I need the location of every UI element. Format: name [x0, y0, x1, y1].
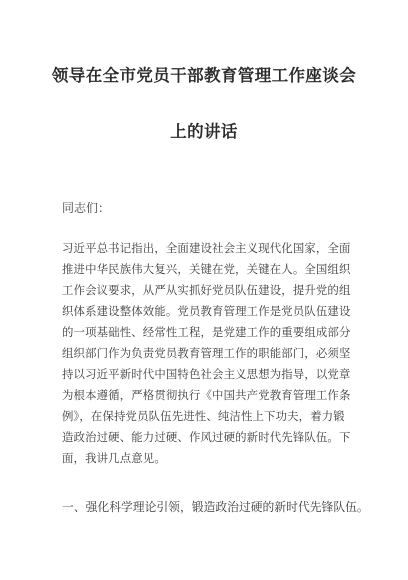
- document-title-line-1: 领导在全市党员干部教育管理工作座谈会: [51, 66, 357, 85]
- paragraph-line: 例》，在保持党员队伍先进性、纯洁性上下功夫，着力锻: [62, 409, 345, 423]
- paragraph-line: 织体系建设整体效能。党员教育管理工作是党员队伍建设: [62, 304, 351, 318]
- section-heading: 一、强化科学理论引领，锻造政治过硬的新时代先锋队伍。: [62, 500, 369, 514]
- paragraph-line: 组织部门作为负责党员教育管理工作的职能部门，必须坚: [62, 346, 351, 360]
- paragraph-line: 的一项基础性、经常性工程，是党建工作的重要组成部分: [62, 325, 351, 339]
- greeting: 同志们：: [62, 201, 111, 215]
- paragraph-line: 工作会议要求，从严从实抓好党员队伍建设，提升党的组: [62, 283, 351, 297]
- paragraph-line: 为根本遵循，严格贯彻执行《中国共产党教育管理工作条: [62, 388, 351, 402]
- paragraph-line: 造政治过硬、能力过硬、作风过硬的新时代先锋队伍。下: [62, 430, 351, 444]
- paragraph-line: 持以习近平新时代中国特色社会主义思想为指导，以党章: [62, 367, 351, 381]
- document-title-line-2: 上的讲话: [170, 122, 238, 141]
- paragraph-line: 习近平总书记指出，全面建设社会主义现代化国家，全面: [62, 241, 351, 255]
- paragraph-line: 面，我讲几点意见。: [62, 451, 166, 465]
- paragraph-line: 推进中华民族伟大复兴，关键在党，关键在人。全国组织: [62, 262, 351, 276]
